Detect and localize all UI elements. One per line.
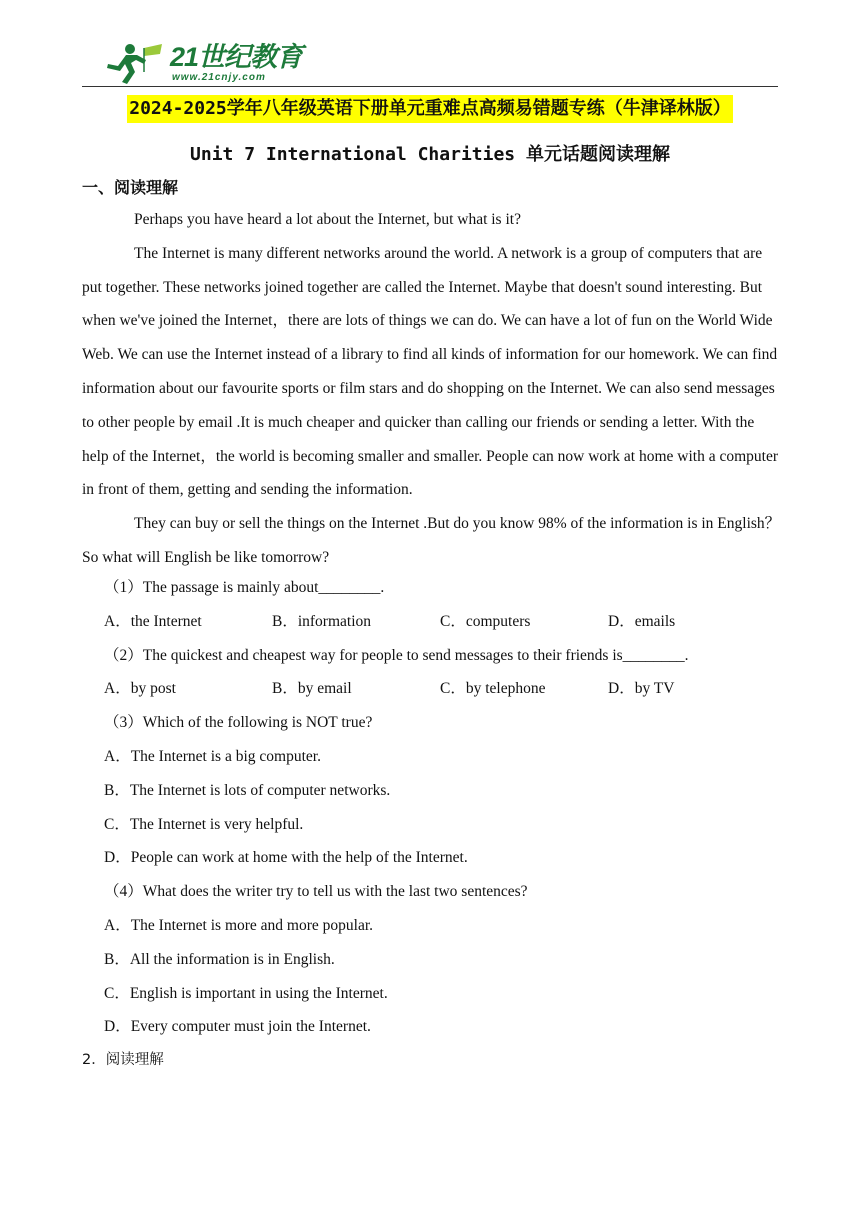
- option-b[interactable]: B．All the information is in English.: [104, 950, 335, 968]
- option-c[interactable]: C．English is important in using the Internet.: [104, 984, 388, 1002]
- passage-paragraph: The Internet is many different networks around the world. A network is a group of computers that are put together. These networks joined together are called the Internet. Maybe that doesn't sound interesting. But when we've joined the Internet，there are lots of things we can do. We can have a lot of fun on the World Wide Web. We can use the Internet instead of a library to find all kinds of information for our homework. We can find information about our favourite sports or film stars and do shopping on the Internet. We can also send messages to other people by email .It is much cheaper and quicker than calling our friends or sending a letter. With the help of the Internet，the world is becoming smaller and smaller. People can now work at home with a computer in front of them, getting and sending the information.: [82, 244, 779, 499]
- title-row: [0, 95, 860, 123]
- page-title: 2024-2025学年八年级英语下册单元重难点高频易错题专练（牛津译林版）: [127, 95, 733, 123]
- option-d[interactable]: D．emails: [608, 612, 676, 630]
- option-d[interactable]: D．People can work at home with the help of the Internet.: [104, 849, 468, 867]
- option-a[interactable]: A．the Internet: [104, 612, 202, 630]
- option-d[interactable]: D．by TV: [608, 680, 675, 698]
- logo-text: 21世纪教育: [170, 42, 303, 72]
- page-subtitle: Unit 7 International Charities 单元话题阅读理解: [190, 144, 670, 165]
- reading-passage: [82, 203, 782, 575]
- runner-logo-icon: [104, 42, 168, 84]
- option-d[interactable]: D．Every computer must join the Internet.: [104, 1018, 371, 1036]
- option-c[interactable]: C．The Internet is very helpful.: [104, 815, 304, 833]
- passage-paragraph: Perhaps you have heard a lot about the Internet, but what is it?: [134, 211, 521, 228]
- option-c[interactable]: C．by telephone: [440, 680, 546, 698]
- option-a[interactable]: A．The Internet is more and more popular.: [104, 916, 374, 934]
- page-header: [82, 38, 778, 87]
- question-list: [82, 571, 782, 1044]
- option-b[interactable]: B．The Internet is lots of computer networks.: [104, 781, 391, 799]
- option-b[interactable]: B．information: [272, 612, 372, 630]
- option-row: [82, 672, 782, 706]
- question-stem: （4）What does the writer try to tell us with the last two sentences?: [104, 883, 528, 901]
- logo: [104, 42, 303, 84]
- logo-url: www.21cnjy.com: [172, 72, 266, 83]
- passage-paragraph: They can buy or sell the things on the Internet .But do you know 98% of the information is in English？So what will English be like tomorrow?: [82, 515, 781, 566]
- option-a[interactable]: A．by post: [104, 680, 176, 698]
- question-stem: （2）The quickest and cheapest way for people to send messages to their friends is________.: [104, 646, 689, 664]
- option-a[interactable]: A．The Internet is a big computer.: [104, 747, 321, 765]
- question-stem: （1）The passage is mainly about________.: [104, 579, 385, 596]
- option-b[interactable]: B．by email: [272, 680, 352, 698]
- section-heading: 一、阅读理解: [82, 178, 179, 197]
- option-c[interactable]: C．computers: [440, 612, 531, 630]
- question-stem: （3）Which of the following is NOT true?: [104, 714, 373, 732]
- option-row: [82, 605, 782, 639]
- next-section-label: 2．阅读理解: [82, 1052, 164, 1068]
